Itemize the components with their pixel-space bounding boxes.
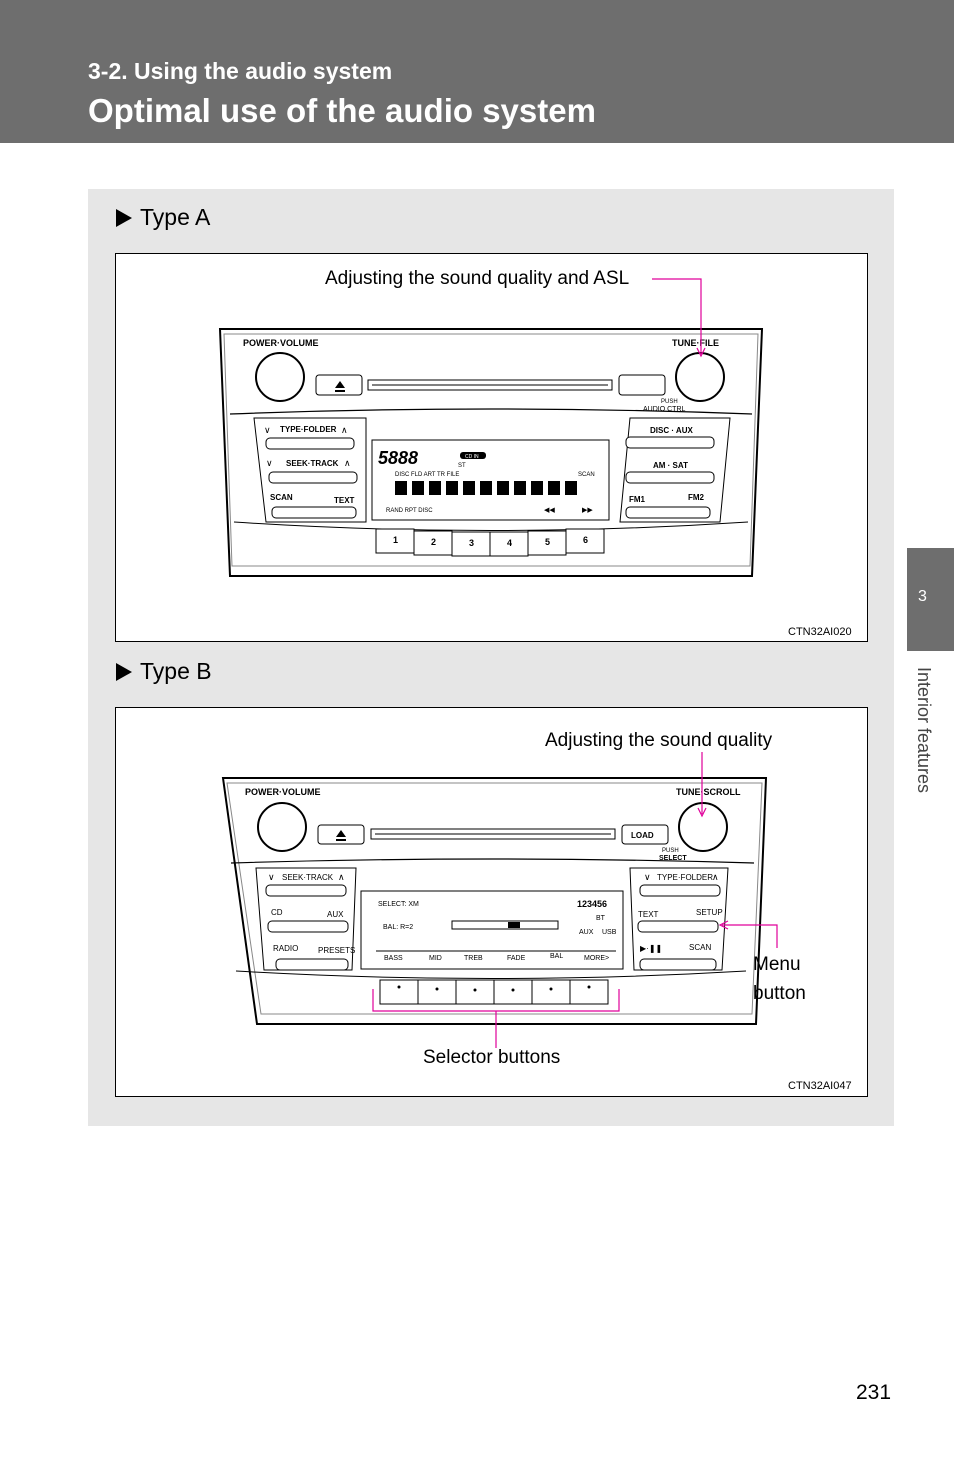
svg-text:∨: ∨ <box>268 872 275 882</box>
type-a-radio-illustration <box>116 254 867 641</box>
svg-text:SETUP: SETUP <box>696 908 723 917</box>
type-b-label: Type B <box>116 658 212 685</box>
svg-text:AUDIO CTRL: AUDIO CTRL <box>643 406 686 413</box>
svg-text:∧: ∧ <box>341 425 348 435</box>
svg-text:BAL: R=2: BAL: R=2 <box>383 924 414 931</box>
svg-text:FADE: FADE <box>507 955 526 962</box>
svg-text:PUSH: PUSH <box>661 399 678 405</box>
svg-text:TREB: TREB <box>464 955 483 962</box>
callout-sound-quality: Adjusting the sound quality <box>545 730 773 751</box>
svg-text:∧: ∧ <box>338 872 345 882</box>
svg-text:4: 4 <box>507 538 513 548</box>
svg-text:RADIO: RADIO <box>273 944 299 953</box>
svg-text:PRESETS: PRESETS <box>318 946 356 955</box>
svg-text:SELECT: XM: SELECT: XM <box>378 901 419 908</box>
svg-text:▶▶: ▶▶ <box>582 507 593 514</box>
type-a-label: Type A <box>116 204 210 231</box>
chapter-label: Interior features <box>914 667 934 794</box>
svg-text:ST: ST <box>458 463 466 469</box>
svg-text:MORE>: MORE> <box>584 955 610 962</box>
chapter-number: 3 <box>918 588 927 605</box>
triangle-bullet-icon <box>116 663 132 681</box>
triangle-bullet-icon <box>116 209 132 227</box>
svg-text:2: 2 <box>431 537 437 547</box>
svg-text:SELECT: SELECT <box>659 855 687 862</box>
svg-text:∨: ∨ <box>644 872 651 882</box>
svg-text:POWER·VOLUME: POWER·VOLUME <box>243 338 319 348</box>
svg-text:FM2: FM2 <box>688 493 704 502</box>
type-a-figure <box>115 253 868 642</box>
svg-text:5: 5 <box>545 537 551 547</box>
svg-text:AUX: AUX <box>579 929 594 936</box>
svg-text:BAL: BAL <box>550 953 564 960</box>
svg-text:BASS: BASS <box>384 955 403 962</box>
svg-text:PUSH: PUSH <box>662 848 679 854</box>
svg-text:USB: USB <box>602 929 617 936</box>
svg-text:SEEK·TRACK: SEEK·TRACK <box>282 873 334 882</box>
svg-text:AM · SAT: AM · SAT <box>653 461 688 470</box>
svg-text:6: 6 <box>583 535 589 545</box>
type-b-figure <box>115 707 868 1097</box>
svg-text:DISC FLD ART TR FILE: DISC FLD ART TR FILE <box>395 472 460 478</box>
svg-text:TEXT: TEXT <box>638 910 659 919</box>
svg-text:CD: CD <box>271 908 283 917</box>
svg-text:5888: 5888 <box>378 448 419 468</box>
svg-text:∧: ∧ <box>712 872 719 882</box>
svg-text:MID: MID <box>429 955 442 962</box>
svg-text:BT: BT <box>596 915 605 922</box>
svg-text:TYPE·FOLDER: TYPE·FOLDER <box>657 873 714 882</box>
section-title: 3-2. Using the audio system <box>88 58 393 84</box>
svg-text:LOAD: LOAD <box>631 831 654 840</box>
page-title: Optimal use of the audio system <box>88 92 596 129</box>
svg-text:1: 1 <box>393 535 399 545</box>
svg-text:AUX: AUX <box>327 910 344 919</box>
callout-menu: Menu <box>753 954 801 975</box>
svg-text:∧: ∧ <box>344 458 351 468</box>
svg-text:TYPE·FOLDER: TYPE·FOLDER <box>280 425 337 434</box>
svg-text:SCAN: SCAN <box>689 943 712 952</box>
svg-text:∨: ∨ <box>266 458 273 468</box>
callout-selector-buttons: Selector buttons <box>423 1047 561 1068</box>
svg-text:3: 3 <box>469 538 475 548</box>
figure-code-b: CTN32AI047 <box>788 1080 852 1092</box>
svg-text:TEXT: TEXT <box>334 496 355 505</box>
page-number: 231 <box>856 1381 892 1404</box>
svg-text:∨: ∨ <box>264 425 271 435</box>
svg-text:SEEK·TRACK: SEEK·TRACK <box>286 459 339 468</box>
chapter-tab <box>907 548 954 651</box>
svg-text:SCAN: SCAN <box>270 493 293 502</box>
svg-text:▶·❚❚: ▶·❚❚ <box>640 944 663 953</box>
svg-text:CD IN: CD IN <box>465 454 479 460</box>
svg-text:◀◀: ◀◀ <box>544 507 555 514</box>
svg-text:TUNE·SCROLL: TUNE·SCROLL <box>676 787 741 797</box>
svg-text:SCAN: SCAN <box>578 472 595 478</box>
svg-text:123456: 123456 <box>577 899 608 909</box>
callout-menu-button: button <box>753 983 806 1004</box>
svg-text:TUNE·FILE: TUNE·FILE <box>672 338 719 348</box>
figure-code-a: CTN32AI020 <box>788 626 852 638</box>
svg-text:FM1: FM1 <box>629 495 645 504</box>
callout-sound-quality-asl: Adjusting the sound quality and ASL <box>325 268 630 289</box>
type-b-radio-illustration <box>116 708 867 1096</box>
svg-text:RAND RPT DISC: RAND RPT DISC <box>386 508 433 514</box>
svg-text:DISC · AUX: DISC · AUX <box>650 426 693 435</box>
svg-text:POWER·VOLUME: POWER·VOLUME <box>245 787 321 797</box>
